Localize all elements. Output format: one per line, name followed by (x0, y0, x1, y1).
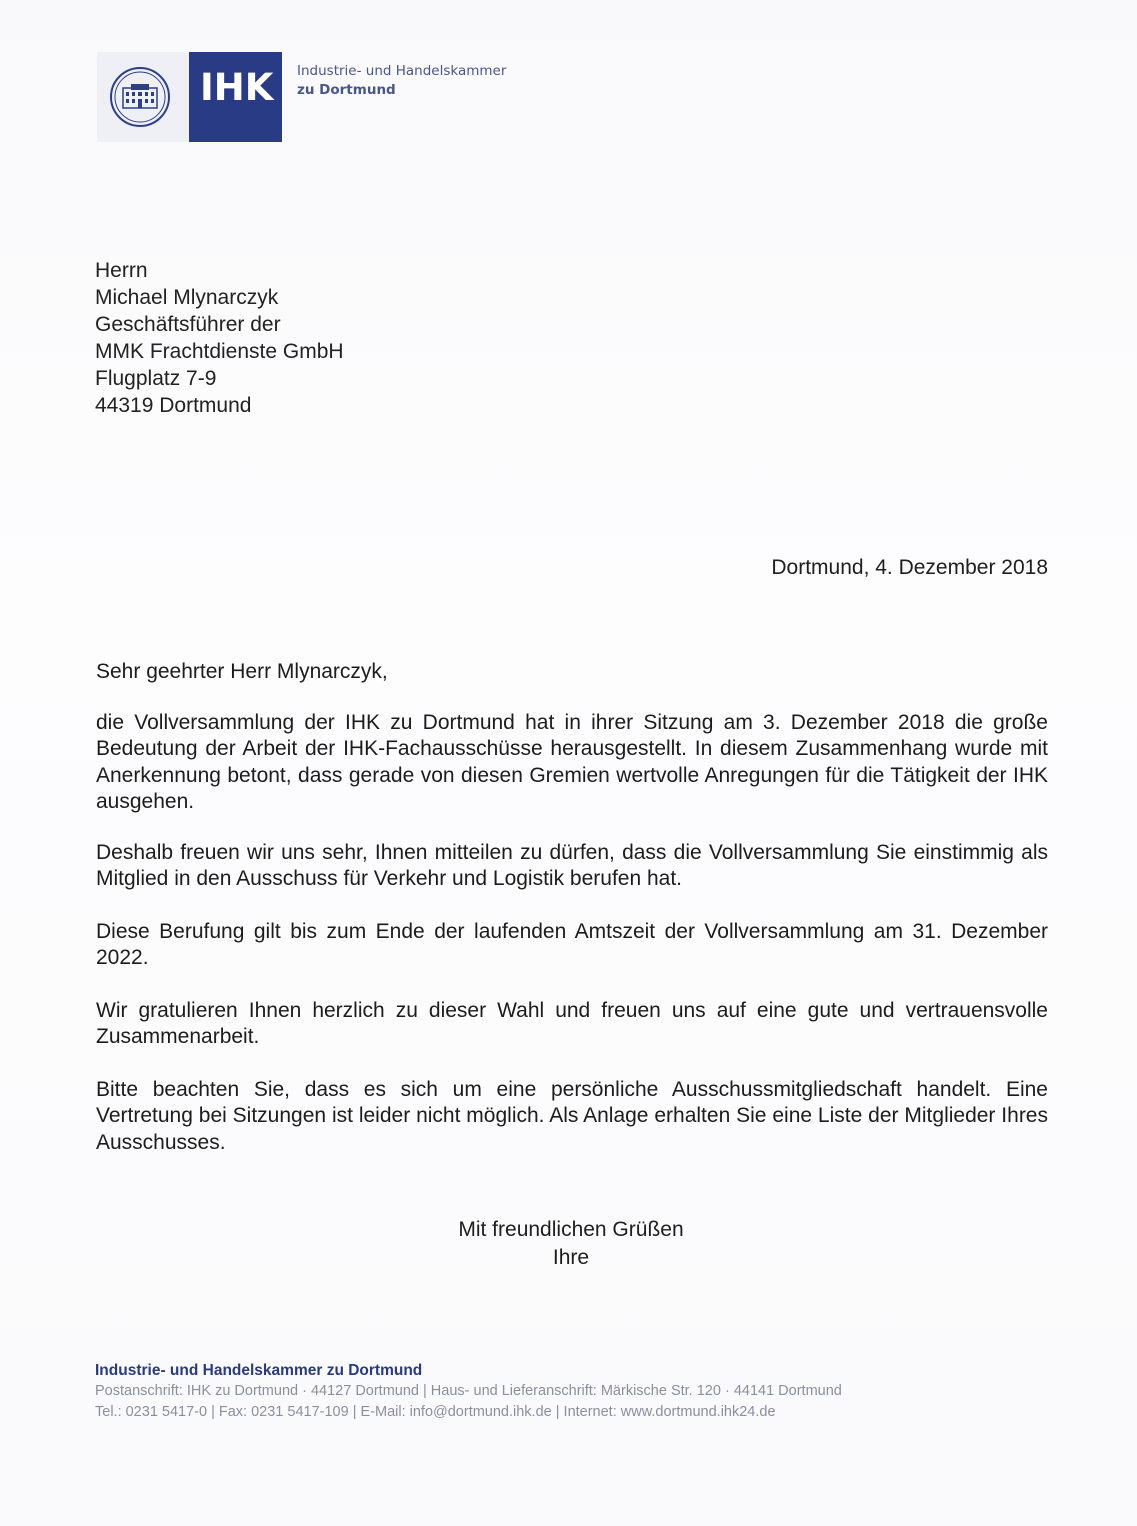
closing-phrase: Mit freundlichen Grüßen (458, 1218, 684, 1241)
logo-mark: IHK (200, 66, 274, 109)
recipient-line: Michael Mlynarczyk (95, 286, 279, 309)
paragraph: die Vollversammlung der IHK zu Dortmund hat in ihrer Sitzung am 3. Dezember 2018 die große Bedeutung der Arbeit der IHK-Fachausschüsse herausgestellt. In diesem Zusammenhang wurde mit Anerkennung betont, dass gerade von diesen Gremien wertvolle Anregungen für die Tätigkeit der IHK ausgehen. (96, 710, 1048, 813)
closing-block (440, 1216, 702, 1272)
paragraph: Deshalb freuen wir uns sehr, Ihnen mitteilen zu dürfen, dass die Vollversammlung Sie einstimmig als Mitglied in den Ausschuss für Verkehr und Logistik berufen hat. (96, 840, 1048, 890)
recipient-line: 44319 Dortmund (95, 394, 252, 417)
recipient-line: Geschäftsführer der (95, 313, 281, 336)
letterhead-line-1: Industrie- und Handelskammer (297, 63, 507, 79)
footer-postal-address: Postanschrift: IHK zu Dortmund · 44127 Dortmund | Haus- und Lieferanschrift: Märkische Str. 120 · 44141 Dortmund (95, 1383, 842, 1399)
signoff: Ihre (552, 1246, 590, 1269)
logo-mark-panel (189, 52, 282, 142)
ihk-logo (97, 52, 282, 142)
logo-seal-panel (97, 52, 189, 142)
letterhead-org-name (297, 62, 506, 100)
letter-body (96, 659, 1048, 1156)
letter-footer (95, 1360, 842, 1423)
recipient-line: Herrn (95, 259, 148, 282)
salutation: Sehr geehrter Herr Mlynarczyk, (96, 660, 388, 683)
recipient-line: Flugplatz 7-9 (95, 367, 217, 390)
paragraph: Wir gratulieren Ihnen herzlich zu dieser Wahl und freuen uns auf eine gute und vertrauensvolle Zusammenarbeit. (96, 998, 1048, 1048)
letter-date: Dortmund, 4. Dezember 2018 (771, 556, 1048, 579)
building-seal-icon (109, 66, 171, 128)
footer-contact: Tel.: 0231 5417-0 | Fax: 0231 5417-109 | E-Mail: info@dortmund.ihk.de | Internet: www.dortmund.ihk24.de (95, 1404, 776, 1420)
recipient-line: MMK Frachtdienste GmbH (95, 340, 344, 363)
paragraph: Diese Berufung gilt bis zum Ende der laufenden Amtszeit der Vollversammlung am 31. Dezember 2022. (96, 919, 1048, 969)
paragraph: Bitte beachten Sie, dass es sich um eine persönliche Ausschussmitgliedschaft handelt. Eine Vertretung bei Sitzungen ist leider nicht möglich. Als Anlage erhalten Sie eine Liste der Mitglieder Ihres Ausschusses. (96, 1077, 1048, 1154)
letterhead-line-2: zu Dortmund (297, 82, 396, 98)
recipient-address (95, 257, 344, 419)
footer-org-name: Industrie- und Handelskammer zu Dortmund (95, 1362, 423, 1379)
